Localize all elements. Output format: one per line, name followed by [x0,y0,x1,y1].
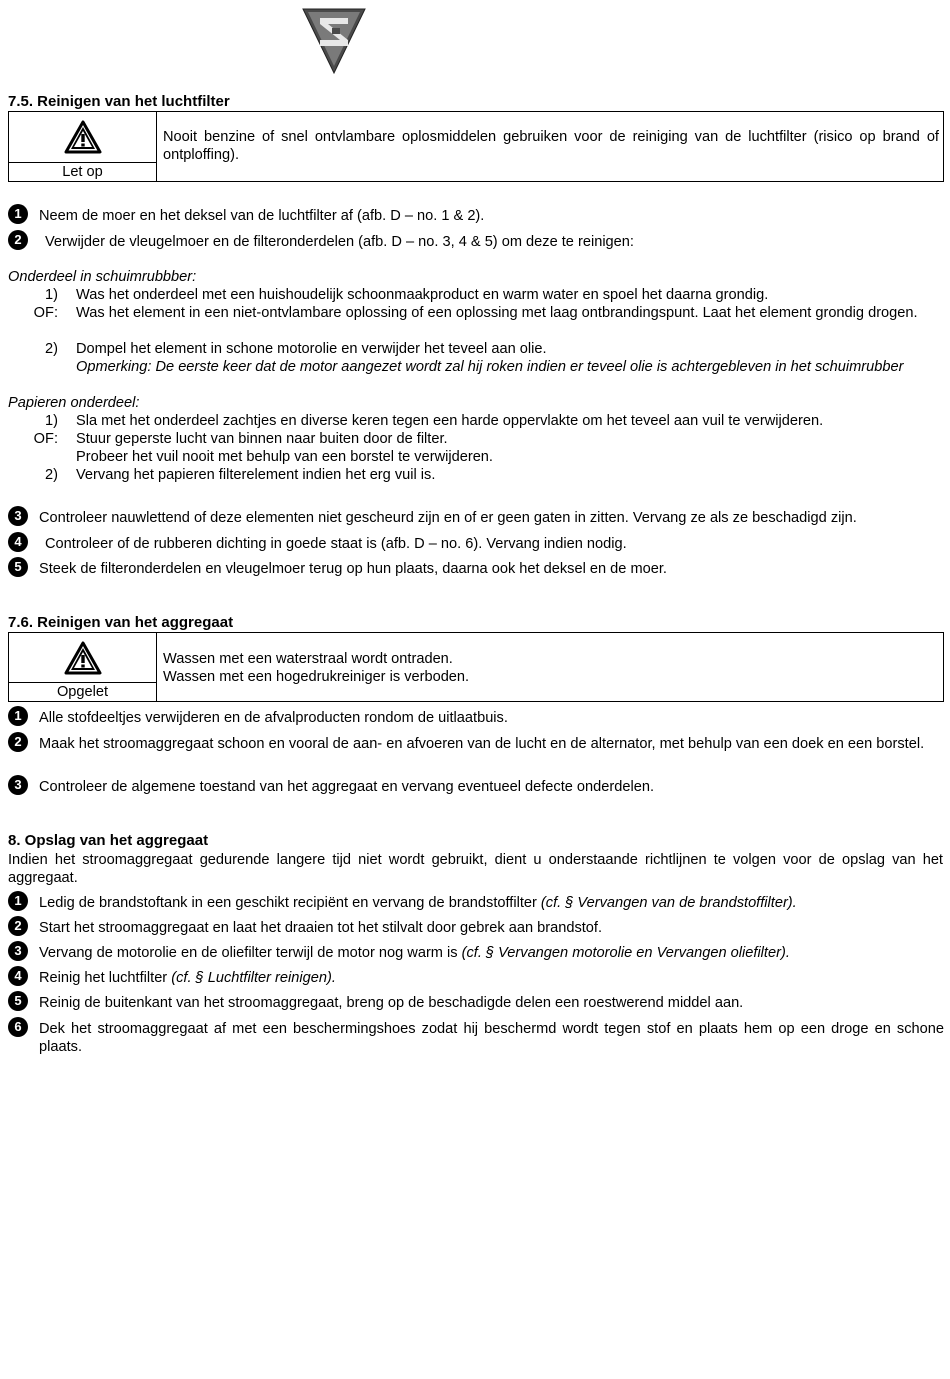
step-item [8,994,944,1012]
sub-text: Stuur geperste lucht van binnen naar buiten door de filter. [76,431,448,447]
step-item [8,944,944,962]
step-text: Dek het stroomaggregaat af met een beschermingshoes zodat hij beschermd wordt tegen stof en plaats hem op een droge en schone plaats. [39,1021,944,1055]
step-reference: (cf. § Luchtfilter reinigen). [171,970,336,986]
step-item [8,919,944,937]
sub-marker: 2) [45,467,58,483]
step-number-icon: 6 [8,1017,28,1037]
step-item [8,535,944,553]
step-number-icon: 3 [8,506,28,526]
sub-text: Dompel het element in schone motorolie en verwijder het teveel aan olie. [76,341,547,357]
step-item [8,894,944,912]
step-number-icon: 3 [8,775,28,795]
warning-label: Let op [9,162,156,181]
step-text: Controleer of de rubberen dichting in goede staat is (afb. D – no. 6). Vervang indien nodig. [45,536,627,552]
step-text: Controleer nauwlettend of deze elementen niet gescheurd zijn en of er geen gaten in zitten. Vervang ze als ze beschadigd zijn. [39,510,857,526]
warning-text: Nooit benzine of snel ontvlambare oplosmiddelen gebruiken voor de reiniging van de luchtfilter (risico op brand of ontploffing). [163,129,939,163]
step-item [8,709,944,727]
step-item [8,1020,944,1056]
step-number-icon: 3 [8,941,28,961]
step-item [8,735,944,753]
step-number-icon: 4 [8,966,28,986]
sub-text: Probeer het vuil nooit met behulp van een borstel te verwijderen. [76,449,493,465]
step-text: Maak het stroomaggregaat schoon en vooral de aan- en afvoeren van de lucht en de alternator, met behulp van een doek en een borstel. [39,736,925,752]
warning-box-luchtfilter [8,111,944,182]
step-number-icon: 1 [8,204,28,224]
warning-text-line: Wassen met een hogedrukreiniger is verboden. [163,669,470,685]
section-heading-8: 8. Opslag van het aggregaat [8,832,209,849]
step-text: Reinig de buitenkant van het stroomaggregaat, breng op de beschadigde delen een roestwerend middel aan. [39,995,744,1011]
sub-text: Sla met het onderdeel zachtjes en diverse keren tegen een harde oppervlakte om het teveel aan vuil te verwijderen. [76,413,824,429]
step-number-icon: 2 [8,732,28,752]
sub-text: Vervang het papieren filterelement indien het erg vuil is. [76,467,436,483]
sub-marker: 1) [45,413,58,429]
step-number-icon: 5 [8,991,28,1011]
warning-label: Opgelet [9,682,156,701]
step-text: Reinig het luchtfilter [39,970,172,986]
step-number-icon: 4 [8,532,28,552]
subsection-title-foam: Onderdeel in schuimrubbber: [8,269,197,285]
warning-triangle-icon [64,641,102,675]
step-item [8,509,944,527]
section-heading-7-5: 7.5. Reinigen van het luchtfilter [8,93,230,110]
brand-logo [302,8,366,74]
warning-text-line: Wassen met een waterstraal wordt ontraden. [163,651,453,667]
sub-text: Was het onderdeel met een huishoudelijk schoonmaakproduct en warm water en spoel het daarna grondig. [76,287,769,303]
sub-marker: OF: [33,305,58,321]
step-text: Start het stroomaggregaat en laat het draaien tot het stilvalt door gebrek aan brandstof. [39,920,603,936]
step-item [8,560,944,578]
section-heading-7-6: 7.6. Reinigen van het aggregaat [8,614,234,631]
sub-marker: OF: [33,431,58,447]
step-reference: (cf. § Vervangen van de brandstoffilter). [540,895,797,911]
step-text: Ledig de brandstoftank in een geschikt recipiënt en vervang de brandstoffilter [39,895,541,911]
step-number-icon: 1 [8,706,28,726]
step-text: Steek de filteronderdelen en vleugelmoer terug op hun plaats, daarna ook het deksel en de moer. [39,561,667,577]
warning-triangle-icon [64,120,102,154]
step-text: Verwijder de vleugelmoer en de filteronderdelen (afb. D – no. 3, 4 & 5) om deze te reinigen: [45,234,634,250]
subsection-title-paper: Papieren onderdeel: [8,395,140,411]
step-item [8,233,944,251]
step-text: Vervang de motorolie en de oliefilter terwijl de motor nog warm is [39,945,462,961]
step-text: Controleer de algemene toestand van het aggregaat en vervang eventueel defecte onderdelen. [39,779,655,795]
sub-marker: 1) [45,287,58,303]
step-text: Alle stofdeeltjes verwijderen en de afvalproducten rondom de uitlaatbuis. [39,710,508,726]
remark-text: Opmerking: De eerste keer dat de motor aangezet wordt zal hij roken indien er teveel olie is achtergebleven in het schuimrubber [76,359,904,375]
sub-text: Was het element in een niet-ontvlambare oplossing of een oplossing met laag ontbrandingspunt. Laat het element grondig drogen. [76,305,918,321]
sub-marker: 2) [45,341,58,357]
warning-box-aggregaat [8,632,944,702]
step-text: Neem de moer en het deksel van de luchtfilter af (afb. D – no. 1 & 2). [39,208,485,224]
step-item [8,207,944,225]
step-item [8,778,944,796]
step-number-icon: 2 [8,916,28,936]
step-number-icon: 2 [8,230,28,250]
step-reference: (cf. § Vervangen motorolie en Vervangen oliefilter). [461,945,790,961]
step-item [8,969,944,987]
step-number-icon: 5 [8,557,28,577]
step-number-icon: 1 [8,891,28,911]
intro-paragraph: Indien het stroomaggregaat gedurende langere tijd niet wordt gebruikt, dient u onderstaande richtlijnen te volgen voor de opslag van het aggregaat. [8,852,943,886]
